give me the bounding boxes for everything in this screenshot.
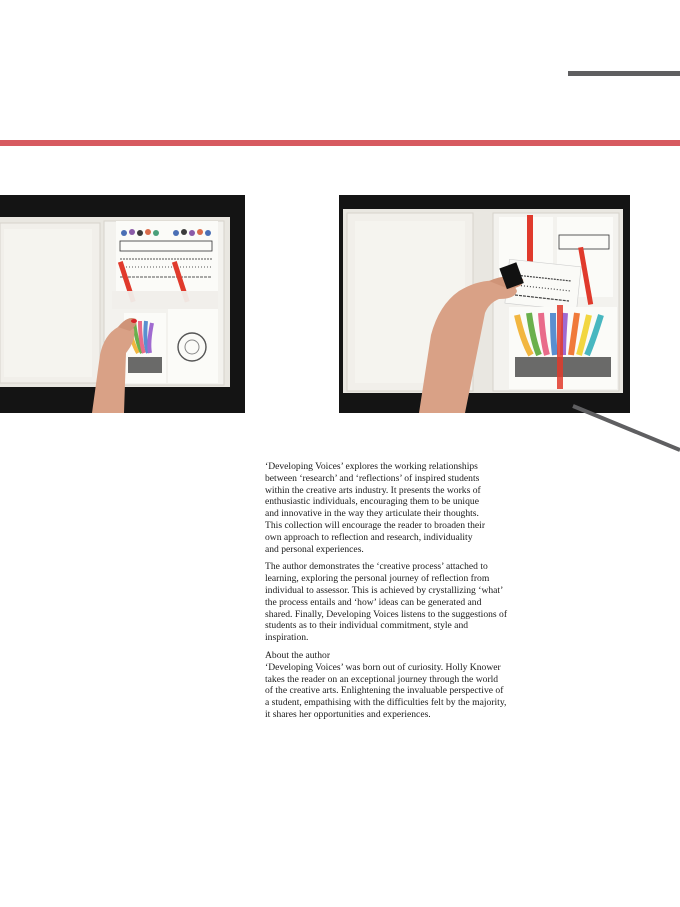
- red-divider-rule: [0, 140, 680, 146]
- photo-box-left-image: [0, 195, 245, 413]
- photo-box-left: [0, 195, 245, 413]
- top-accent-bar: [568, 71, 680, 76]
- description-text-block: [265, 461, 535, 727]
- process-paragraph: The author demonstrates the ‘creative process’ attached to learning, exploring the personal journey of reflection from individual to assessor. This is achieved by crystallizing ‘what’ the process entails and ‘how’ ideas can be generated and shared. Finally, Developing Voices listens to the suggestions of students as to their individual commitment, style and inspiration.: [265, 561, 508, 644]
- about-author-heading: About the author: [265, 649, 331, 661]
- about-author-paragraph: ‘Developing Voices’ was born out of curiosity. Holly Knower takes the reader on an exceptional journey through the world of the creative arts. Enlightening the invaluable perspective of a student, empathising with the difficulties felt by the majority, it shares her opportunities and experiences.: [265, 661, 507, 720]
- photo-box-right-image: [339, 195, 630, 413]
- intro-paragraph: ‘Developing Voices’ explores the working relationships between ‘research’ and ‘reflections’ of inspired students within the creative arts industry. It presents the works of enthusiastic individuals, encouraging them to be unique and innovative in the way they articulate their thoughts. This collection will encourage the reader to broaden their own approach to reflection and research, individuality and personal experiences.: [265, 461, 486, 555]
- photo-box-right: [339, 195, 630, 413]
